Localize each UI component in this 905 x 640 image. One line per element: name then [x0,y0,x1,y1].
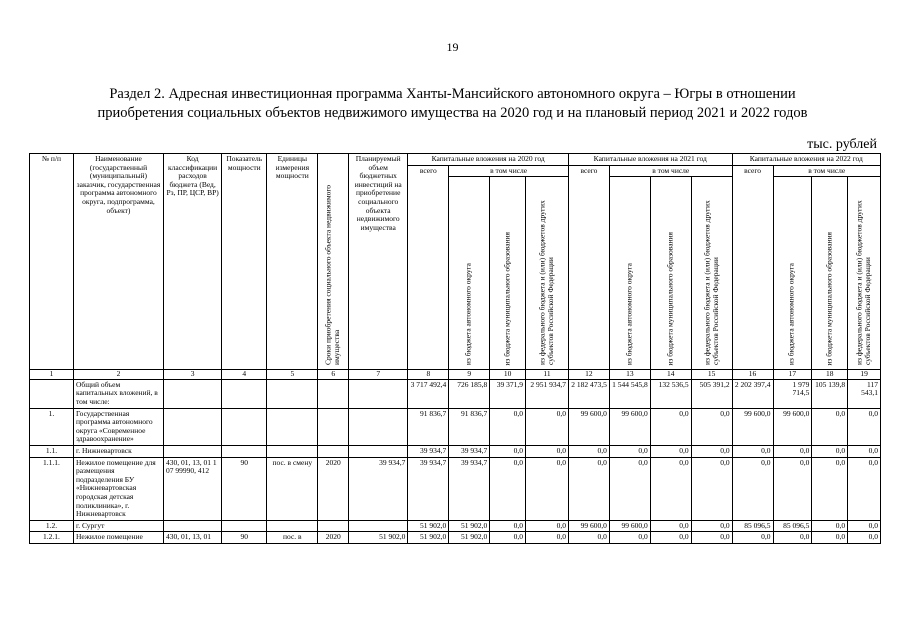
row-plan [349,520,408,532]
header-total-2021: всего [568,165,609,370]
header-mun-2020: из бюджета муниципального образования [490,177,526,370]
row-value: 0,0 [568,532,609,544]
row-unit [267,520,318,532]
row-value: 99 600,0 [609,520,650,532]
units-label: тыс. рублей [807,137,877,152]
row-unit [267,379,318,408]
header-units: Единицы измерения мощности [267,154,318,370]
row-value: 2 951 934,7 [525,379,568,408]
row-number: 1.2.1. [30,532,74,544]
row-value: 2 202 397,4 [732,379,773,408]
header-okrug-2021: из бюджета автономного округа [609,177,650,370]
row-capacity [222,445,267,457]
header-name: Наименование (государственный (муниципальный) заказчик, государственная программа автономного округа, подпрограмма, объект) [73,154,163,370]
table-row [30,408,881,445]
row-code [163,379,221,408]
col-number: 13 [609,370,650,380]
row-value: 51 902,0 [408,520,449,532]
column-number-row [30,370,881,380]
row-value: 0,0 [650,445,691,457]
row-plan [349,445,408,457]
row-name: Нежилое помещение [73,532,163,544]
row-value: 0,0 [773,445,812,457]
row-value: 0,0 [691,457,732,520]
col-number: 4 [222,370,267,380]
row-value: 99 600,0 [609,408,650,445]
row-number: 1.1. [30,445,74,457]
row-value: 0,0 [848,408,881,445]
row-value: 0,0 [812,445,848,457]
header-incl-2022: в том числе [773,165,881,177]
col-number: 16 [732,370,773,380]
row-value: 1 544 545,8 [609,379,650,408]
col-number: 19 [848,370,881,380]
row-value: 91 836,7 [408,408,449,445]
row-value: 0,0 [568,457,609,520]
row-name: г. Нижневартовск [73,445,163,457]
section-title [40,85,865,123]
row-value: 0,0 [773,457,812,520]
header-2020: Капитальные вложения на 2020 год [408,154,569,166]
row-value: 51 902,0 [408,532,449,544]
row-value: 726 185,8 [449,379,490,408]
row-value: 0,0 [490,445,526,457]
header-total-2020: всего [408,165,449,370]
row-plan [349,408,408,445]
header-fed-2022: из федерального бюджета и (или) бюджетов других субъектов Российской Федерации [848,177,881,370]
col-number: 15 [691,370,732,380]
row-value: 99 600,0 [773,408,812,445]
row-value: 2 182 473,5 [568,379,609,408]
row-value: 0,0 [490,532,526,544]
row-value: 39 934,7 [408,445,449,457]
row-code [163,520,221,532]
row-name: Нежилое помещение для размещения подразделения БУ «Нижневартовская городская детская поликлиника», г. Нижневартовск [73,457,163,520]
row-value: 0,0 [650,457,691,520]
row-value: 0,0 [609,457,650,520]
col-number: 6 [318,370,349,380]
header-term: Сроки приобретения социального объекта недвижимого имущества [318,154,349,370]
row-number [30,379,74,408]
row-plan: 39 934,7 [349,457,408,520]
row-number: 1.1.1. [30,457,74,520]
row-value: 0,0 [691,532,732,544]
row-name: г. Сургут [73,520,163,532]
row-capacity: 90 [222,457,267,520]
row-value: 0,0 [691,445,732,457]
row-value: 39 371,9 [490,379,526,408]
header-num: № п/п [30,154,74,370]
col-number: 14 [650,370,691,380]
col-number: 11 [525,370,568,380]
investment-table [29,153,881,544]
row-value: 0,0 [490,520,526,532]
row-value: 39 934,7 [408,457,449,520]
header-fed-2020: из федерального бюджета и (или) бюджетов других субъектов Российской Федерации [525,177,568,370]
row-code: 430, 01, 13, 01 1 07 99990, 412 [163,457,221,520]
row-value: 39 934,7 [449,445,490,457]
header-plan: Планируемый объем бюджетных инвестиций на приобретение социального объекта недвижимого имущества [349,154,408,370]
row-value: 0,0 [525,408,568,445]
row-capacity: 90 [222,532,267,544]
row-value: 0,0 [490,408,526,445]
header-incl-2020: в том числе [449,165,569,177]
row-term: 2020 [318,457,349,520]
row-term [318,379,349,408]
row-value: 0,0 [848,457,881,520]
header-okrug-2020: из бюджета автономного округа [449,177,490,370]
row-value: 0,0 [732,457,773,520]
row-value: 1 979 714,5 [773,379,812,408]
row-value: 0,0 [650,532,691,544]
title-line-2: приобретения социальных объектов недвижимого имущества на 2020 год и на плановый период 2021 и 2022 годов [97,105,808,121]
row-value: 99 600,0 [732,408,773,445]
col-number: 18 [812,370,848,380]
row-value: 0,0 [609,532,650,544]
row-term [318,408,349,445]
col-number: 8 [408,370,449,380]
row-value: 51 902,0 [449,520,490,532]
header-fed-2021: из федерального бюджета и (или) бюджетов других субъектов Российской Федерации [691,177,732,370]
header-okrug-2022: из бюджета автономного округа [773,177,812,370]
table-row [30,379,881,408]
row-capacity [222,520,267,532]
row-value: 0,0 [848,532,881,544]
row-value: 0,0 [691,520,732,532]
row-value: 85 096,5 [732,520,773,532]
table-row [30,445,881,457]
row-unit: пос. в [267,532,318,544]
row-plan: 51 902,0 [349,532,408,544]
col-number: 9 [449,370,490,380]
row-name: Общий объем капитальных вложений, в том числе: [73,379,163,408]
header-code: Код классификации расходов бюджета (Вед, Рз, ПР, ЦСР, ВР) [163,154,221,370]
header-mun-2022: из бюджета муниципального образования [812,177,848,370]
header-capacity: Показатель мощности [222,154,267,370]
col-number: 17 [773,370,812,380]
row-value: 0,0 [732,532,773,544]
header-incl-2021: в том числе [609,165,732,177]
row-name: Государственная программа автономного округа «Современное здравоохранение» [73,408,163,445]
row-code: 430, 01, 13, 01 [163,532,221,544]
col-number: 7 [349,370,408,380]
col-number: 12 [568,370,609,380]
row-value: 0,0 [812,520,848,532]
title-line-1: Раздел 2. Адресная инвестиционная программа Ханты-Мансийского автономного округа – Югры в отношении [109,86,796,102]
row-value: 3 717 492,4 [408,379,449,408]
row-value: 0,0 [568,445,609,457]
row-unit: пос. в смену [267,457,318,520]
row-value: 39 934,7 [449,457,490,520]
row-number: 1. [30,408,74,445]
page-number: 19 [446,40,459,54]
col-number: 5 [267,370,318,380]
row-value: 0,0 [812,457,848,520]
row-capacity [222,408,267,445]
col-number: 3 [163,370,221,380]
row-value: 132 536,5 [650,379,691,408]
col-number: 2 [73,370,163,380]
col-number: 1 [30,370,74,380]
row-unit [267,445,318,457]
row-value: 85 096,5 [773,520,812,532]
header-2022: Капитальные вложения на 2022 год [732,154,880,166]
row-value: 0,0 [732,445,773,457]
row-number: 1.2. [30,520,74,532]
row-value: 0,0 [525,457,568,520]
row-code [163,445,221,457]
row-value: 51 902,0 [449,532,490,544]
header-total-2022: всего [732,165,773,370]
row-value: 505 391,2 [691,379,732,408]
table-row [30,457,881,520]
row-value: 0,0 [691,408,732,445]
table-row [30,532,881,544]
col-number: 10 [490,370,526,380]
row-value: 0,0 [812,532,848,544]
header-mun-2021: из бюджета муниципального образования [650,177,691,370]
row-term [318,445,349,457]
row-value: 99 600,0 [568,520,609,532]
row-value: 0,0 [650,520,691,532]
row-value: 0,0 [848,520,881,532]
header-2021: Капитальные вложения на 2021 год [568,154,732,166]
row-value: 0,0 [609,445,650,457]
row-value: 0,0 [848,445,881,457]
row-value: 117 543,1 [848,379,881,408]
row-term: 2020 [318,532,349,544]
row-value: 0,0 [525,445,568,457]
row-term [318,520,349,532]
row-value: 91 836,7 [449,408,490,445]
row-code [163,408,221,445]
row-value: 105 139,8 [812,379,848,408]
row-value: 0,0 [490,457,526,520]
row-value: 0,0 [812,408,848,445]
row-value: 0,0 [525,532,568,544]
row-value: 99 600,0 [568,408,609,445]
table-row [30,520,881,532]
row-value: 0,0 [525,520,568,532]
row-value: 0,0 [650,408,691,445]
row-unit [267,408,318,445]
row-plan [349,379,408,408]
row-capacity [222,379,267,408]
row-value: 0,0 [773,532,812,544]
